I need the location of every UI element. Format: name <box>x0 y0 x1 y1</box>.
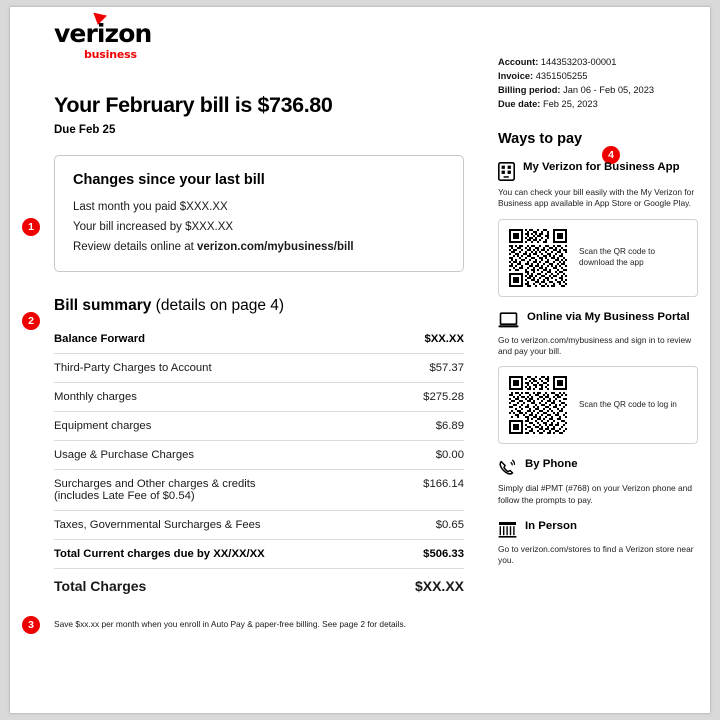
logo-wordmark: verizon <box>54 19 152 48</box>
pay-method-phone <box>498 458 698 506</box>
table-row <box>54 511 464 540</box>
pay-method-name: By Phone <box>525 458 578 471</box>
callout-marker-2: 2 <box>22 312 40 330</box>
row-label: Total Current charges due by XX/XX/XX <box>54 540 387 569</box>
pay-method-online <box>498 311 698 445</box>
pay-method-description: Go to verizon.com/stores to find a Verizon store near you. <box>498 544 694 566</box>
row-label: Balance Forward <box>54 325 387 354</box>
qr-caption-app: Scan the QR code to download the app <box>579 247 656 267</box>
total-label: Total Charges <box>54 578 147 594</box>
table-row <box>54 470 464 511</box>
pay-method-description: You can check your bill easily with the My Verizon for Business app available in App Store or Google Play. <box>498 187 695 209</box>
changes-line-increase: Your bill increased by $XXX.XX <box>73 221 234 233</box>
bill-summary-title: Bill summary <box>54 297 152 314</box>
table-row <box>54 441 464 470</box>
invoice-number-line <box>498 71 698 81</box>
invoice-value: 4351505255 <box>535 71 588 81</box>
qr-box-online[interactable] <box>498 366 698 444</box>
row-amount: $6.89 <box>387 412 464 441</box>
due-date-label: Due date: <box>498 99 541 109</box>
pay-method-description: Go to verizon.com/mybusiness and sign in to review and pay your bill. <box>498 334 692 357</box>
autopay-footnote: Save $xx.xx per month when you enroll in Auto Pay & paper-free billing. See page 2 for details. <box>54 619 406 629</box>
qr-code-app[interactable] <box>509 229 567 287</box>
row-amount: $0.00 <box>387 441 464 470</box>
mobile-app-icon <box>498 162 515 181</box>
changes-since-last-bill-box <box>54 155 464 272</box>
qr-box-app[interactable] <box>498 219 698 297</box>
changes-heading: Changes since your last bill <box>73 172 265 188</box>
row-amount: $57.37 <box>387 354 464 383</box>
account-label: Account: <box>498 57 539 67</box>
table-row-total-current <box>54 540 464 569</box>
ways-to-pay-title: Ways to pay <box>498 131 583 147</box>
due-date-value: Feb 25, 2023 <box>542 99 598 109</box>
laptop-icon <box>498 312 519 329</box>
billing-period-label: Billing period: <box>498 85 561 95</box>
row-label: Third-Party Charges to Account <box>54 354 387 383</box>
page-title: Your February bill is $736.80 <box>54 93 333 117</box>
changes-review-prefix: Review details online at <box>73 241 198 253</box>
billing-period-line <box>498 85 698 95</box>
row-amount: $275.28 <box>387 383 464 412</box>
bill-summary-table <box>54 325 464 602</box>
row-label-main: Surcharges and Other charges & credits <box>54 478 256 490</box>
changes-line-review <box>73 241 445 253</box>
row-label <box>54 470 387 511</box>
row-label-note: (includes Late Fee of $0.54) <box>54 490 195 502</box>
row-amount: $166.14 <box>387 470 464 511</box>
row-amount: $0.65 <box>387 511 464 540</box>
logo-subtext: business <box>84 48 137 61</box>
table-row <box>54 354 464 383</box>
phone-icon <box>498 459 517 477</box>
pay-method-name: Online via My Business Portal <box>527 310 690 323</box>
bill-due-date: Due Feb 25 <box>54 124 116 136</box>
bill-page <box>10 7 710 713</box>
account-number-line <box>498 57 698 67</box>
changes-review-link[interactable]: verizon.com/mybusiness/bill <box>197 241 354 253</box>
account-value: 144353203-00001 <box>540 57 617 67</box>
pay-method-name: In Person <box>525 520 577 533</box>
row-label: Usage & Purchase Charges <box>54 441 387 470</box>
callout-marker-3: 3 <box>22 616 40 634</box>
table-row-total-charges <box>54 569 464 603</box>
billing-period-value: Jan 06 - Feb 05, 2023 <box>563 85 655 95</box>
row-amount: $506.33 <box>387 540 464 569</box>
bill-summary-heading <box>54 297 464 315</box>
qr-caption-online: Scan the QR code to log in <box>579 400 677 410</box>
total-amount: $XX.XX <box>414 578 464 594</box>
invoice-label: Invoice: <box>498 71 534 81</box>
pay-method-description: Simply dial #PMT (#768) on your Verizon phone and follow the prompts to pay. <box>498 483 692 505</box>
pay-method-name: My Verizon for Business App <box>523 161 680 173</box>
row-amount: $XX.XX <box>387 325 464 354</box>
pay-method-app <box>498 161 698 297</box>
bill-left-column <box>54 93 464 629</box>
qr-code-online[interactable] <box>509 376 567 434</box>
table-row <box>54 325 464 354</box>
table-row <box>54 383 464 412</box>
row-label: Taxes, Governmental Surcharges & Fees <box>54 511 387 540</box>
bill-summary-subtitle: (details on page 4) <box>155 297 285 314</box>
verizon-business-logo <box>54 21 214 61</box>
table-row <box>54 412 464 441</box>
bill-right-column <box>498 57 698 567</box>
callout-marker-1: 1 <box>22 218 40 236</box>
store-icon <box>498 521 517 538</box>
row-label: Equipment charges <box>54 412 387 441</box>
due-date-line <box>498 99 698 109</box>
changes-line-last-paid: Last month you paid $XXX.XX <box>73 201 228 213</box>
callout-marker-4: 4 <box>602 146 620 164</box>
pay-method-in-person <box>498 520 698 567</box>
row-label: Monthly charges <box>54 383 387 412</box>
